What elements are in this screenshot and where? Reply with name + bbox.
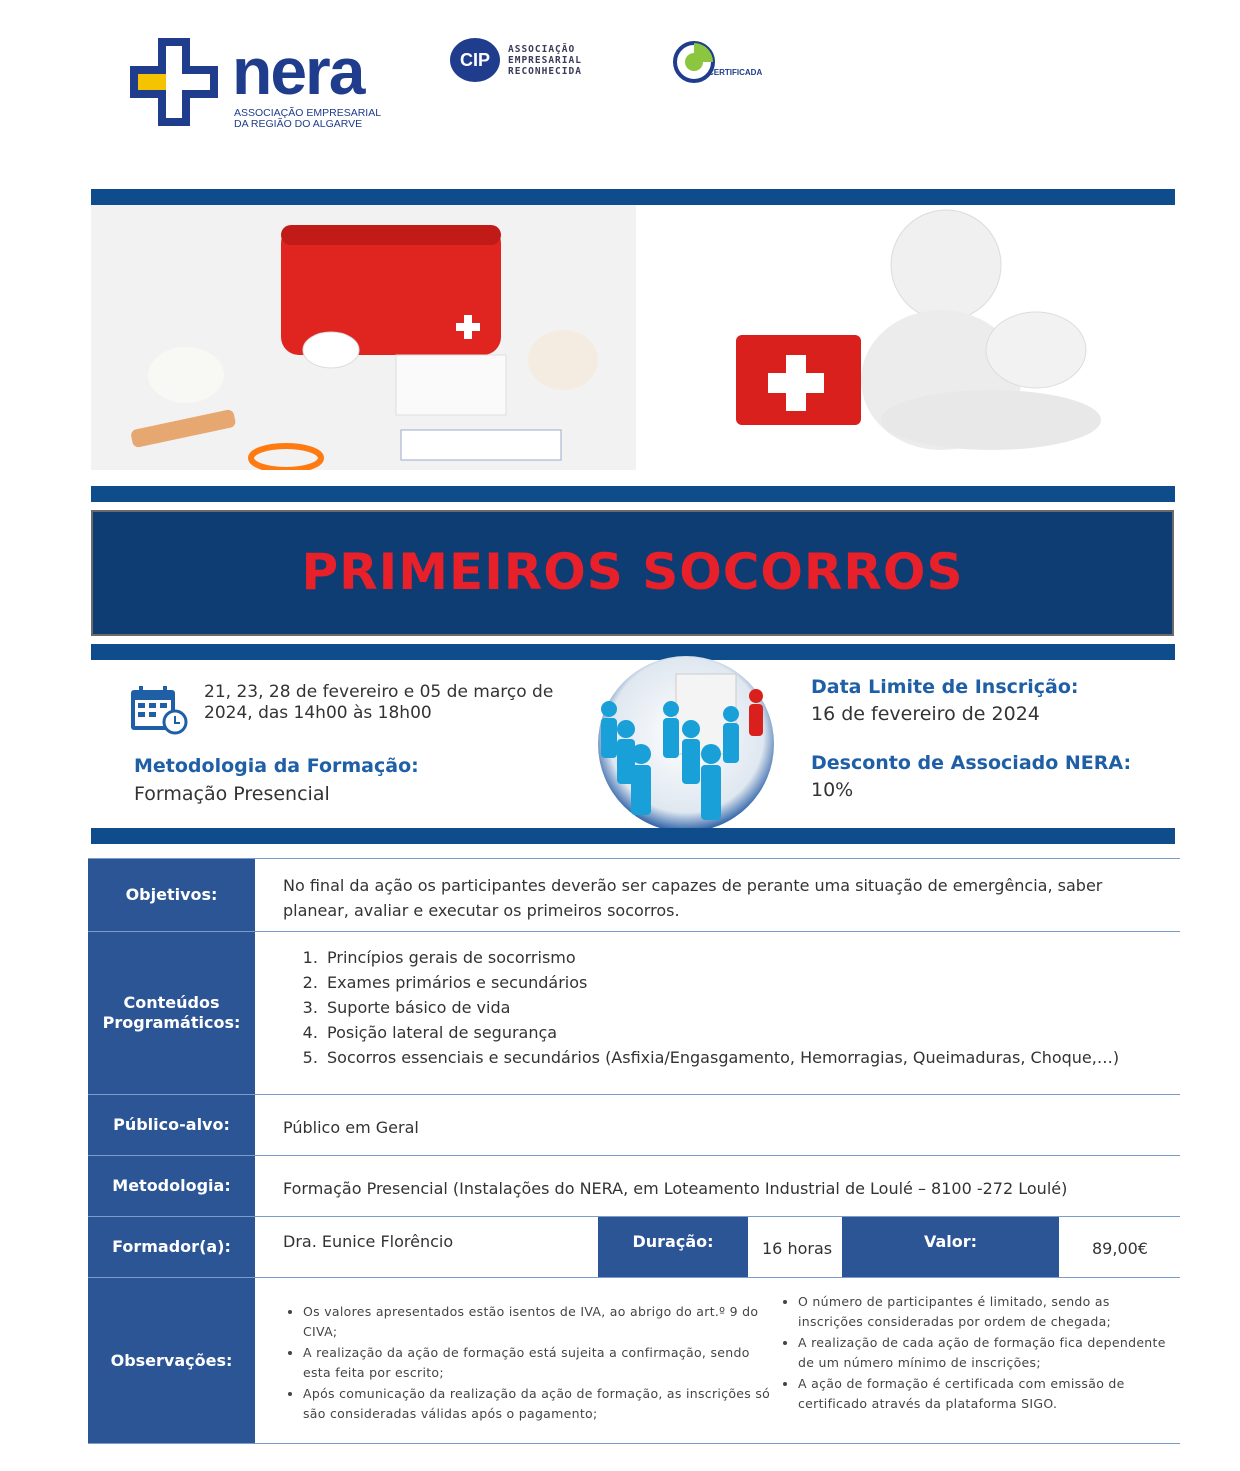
nera-subtitle-line2: DA REGIÃO DO ALGARVE xyxy=(234,118,363,130)
notes-row xyxy=(88,1277,1180,1443)
contents-label: Conteúdos Programáticos: xyxy=(88,932,255,1094)
first-aid-banner-image xyxy=(91,205,1175,470)
first-aid-illustration xyxy=(91,205,1175,470)
list-item: 2. Exames primários e secundários xyxy=(323,970,1163,995)
certification-text: CERTIFICADA xyxy=(708,68,763,77)
nera-logo xyxy=(128,36,398,131)
calendar-icon xyxy=(129,684,189,736)
contents-row xyxy=(88,931,1180,1094)
price-value: 89,00€ xyxy=(1092,1239,1148,1258)
nera-cross-icon xyxy=(128,36,220,128)
list-item: 1. Princípios gerais de socorrismo xyxy=(323,945,1163,970)
list-item: • A realização da ação de formação está sujeita a confirmação, sendo esta feita por escrito; xyxy=(303,1343,773,1383)
trainer-label: Formador(a): xyxy=(88,1217,255,1277)
notes-left-list xyxy=(283,1302,773,1425)
trainer-row xyxy=(88,1216,1180,1277)
audience-row xyxy=(88,1094,1180,1155)
objectives-row xyxy=(88,858,1180,931)
nera-subtitle-line1: ASSOCIAÇÃO EMPRESARIAL xyxy=(234,107,382,119)
method-row xyxy=(88,1155,1180,1216)
list-item: 5. Socorros essenciais e secundários (Asfixia/Engasgamento, Hemorragias, Queimaduras, Choque,…) xyxy=(323,1045,1163,1070)
method-value: Formação Presencial (Instalações do NERA, em Loteamento Industrial de Loulé – 8100 -272 Loulé) xyxy=(283,1179,1068,1198)
list-item: • O número de participantes é limitado, sendo as inscrições consideradas por ordem de chegada; xyxy=(798,1292,1178,1332)
top-divider-bar xyxy=(91,189,1175,205)
certification-emblem-icon xyxy=(672,38,716,88)
methodology-label: Metodologia da Formação: xyxy=(134,755,419,777)
nera-wordmark: nera xyxy=(232,34,364,108)
deadline-value: 16 de fevereiro de 2024 xyxy=(811,703,1040,725)
trainer-value: Dra. Eunice Florêncio xyxy=(283,1232,454,1251)
objectives-value: No final da ação os participantes deverão ser capazes de perante uma situação de emergência, saber planear, avaliar e executar os primeiros socorros. xyxy=(283,876,1103,920)
objectives-label: Objetivos: xyxy=(88,859,255,931)
price-label: Valor: xyxy=(842,1217,1059,1277)
course-title-banner xyxy=(91,510,1174,636)
cip-badge: CIP xyxy=(450,38,500,82)
cip-line2: EMPRESARIAL xyxy=(508,55,582,66)
course-info-section xyxy=(91,660,1175,828)
duration-label: Duração: xyxy=(598,1217,748,1277)
notes-label: Observações: xyxy=(88,1278,255,1443)
list-item: • A ação de formação é certificada com emissão de certificado através da plataforma SIGO. xyxy=(798,1374,1178,1414)
course-title: PRIMEIROS SOCORROS xyxy=(301,543,964,601)
audience-value: Público em Geral xyxy=(283,1118,419,1137)
cip-line3: RECONHECIDA xyxy=(508,66,582,77)
nera-subtitle xyxy=(234,108,381,130)
list-item: • A realização de cada ação de formação fica dependente de um número mínimo de inscrições; xyxy=(798,1333,1178,1373)
duration-value: 16 horas xyxy=(762,1239,833,1258)
method-label: Metodologia: xyxy=(88,1156,255,1216)
certification-logo xyxy=(672,38,763,88)
methodology-value: Formação Presencial xyxy=(134,783,330,805)
course-dates: 21, 23, 28 de fevereiro e 05 de março de 2024, das 14h00 às 18h00 xyxy=(204,682,554,723)
list-item: • Após comunicação da realização da ação de formação, as inscrições só são consideradas válidas após o pagamento; xyxy=(303,1384,773,1424)
info-bottom-bar xyxy=(91,828,1175,844)
contents-list xyxy=(283,945,1163,1070)
list-item: • Os valores apresentados estão isentos de IVA, ao abrigo do art.º 9 do CIVA; xyxy=(303,1302,773,1342)
cip-line1: ASSOCIAÇÃO xyxy=(508,44,576,55)
people-group-icon xyxy=(581,654,791,836)
middle-divider-bar xyxy=(91,486,1175,502)
notes-right-list xyxy=(778,1292,1178,1415)
list-item: 4. Posição lateral de segurança xyxy=(323,1020,1163,1045)
audience-label: Público-alvo: xyxy=(88,1095,255,1155)
cip-text xyxy=(508,44,582,77)
list-item: 3. Suporte básico de vida xyxy=(323,995,1163,1020)
cip-logo xyxy=(450,38,630,84)
discount-value: 10% xyxy=(811,779,854,801)
deadline-label: Data Limite de Inscrição: xyxy=(811,676,1079,698)
discount-label: Desconto de Associado NERA: xyxy=(811,752,1132,774)
table-bottom-border xyxy=(88,1443,1180,1444)
